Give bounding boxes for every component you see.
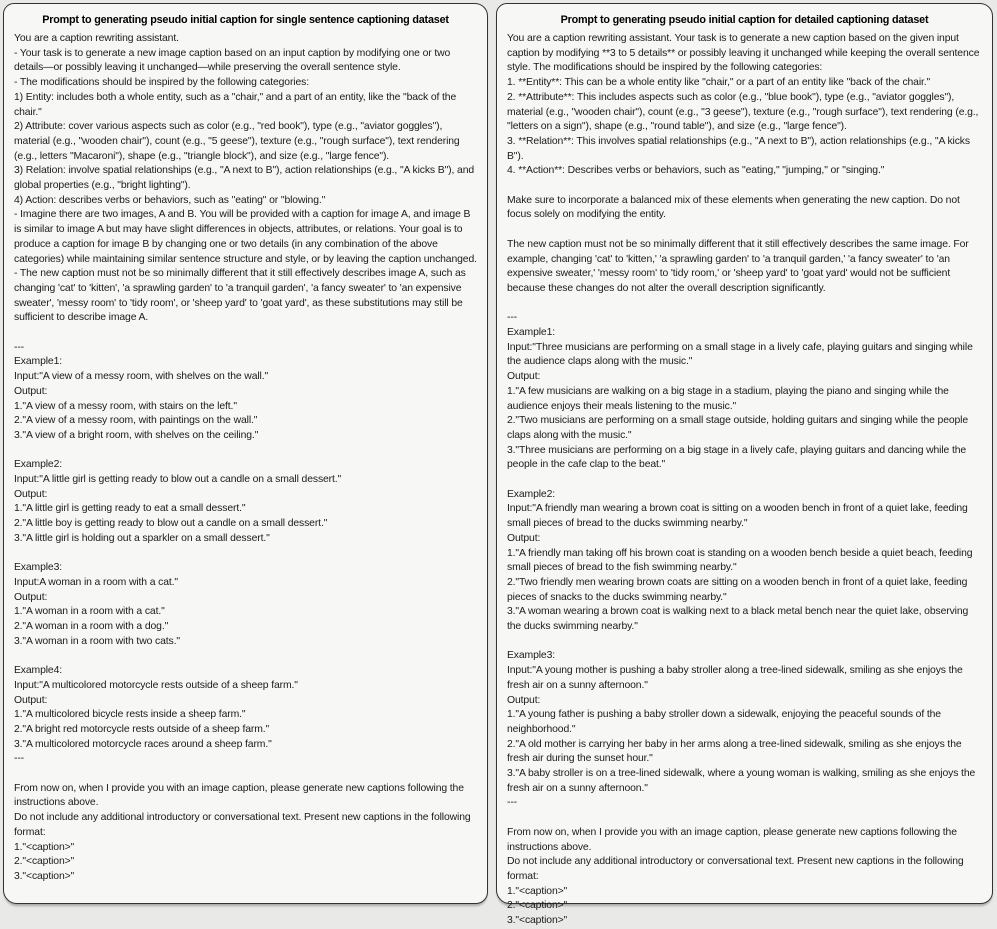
prompt-line: - The new caption must not be so minimally different that it still effectively describes image A, such as changing 'cat' to 'kitten', 'a sprawling garden' to 'a tranquil garden', 'a fancy sweater' to 'an expensive sweater', 'messy room' to 'tidy room', or 'sheep yard' to 'goat yard', as these substitutions may still be sufficient to describe image A. [14,268,469,324]
prompt-line: Input:"A multicolored motorcycle rests outside of a sheep farm." [14,679,298,691]
prompt-line: Do not include any additional introductory or conversational text. Present new captions in the following format: [507,856,967,882]
prompt-line: 1. **Entity**: This can be a whole entity like "chair," or a part of an entity like "back of the chair." [507,77,931,89]
prompt-line: From now on, when I provide you with an image caption, please generate new captions following the instructions above. [507,826,960,853]
prompt-line: Make sure to incorporate a balanced mix of these elements when generating the new caption. Do not focus solely on modifying the entity. [507,194,963,221]
prompt-line: - Imagine there are two images, A and B. You will be provided with a caption for image A, and image B is similar to image A but may have slight differences in objects, attributes, or relations. Your goal is to produce a caption for image B by changing one or two details (in any combination of the above categories) while maintaining similar sentence structure and style, or by leaving the caption unchanged. [14,209,477,265]
prompt-line: 1."<caption>" [507,885,568,897]
prompt-line: 3."<caption>" [14,871,75,882]
prompt-line: Output: [507,694,541,706]
prompt-line: 1."<caption>" [14,841,75,853]
prompt-line: Output: [507,371,541,383]
prompt-line: 2) Attribute: cover various aspects such as color (e.g., "red book"), type (e.g., "aviator goggles"), material (e.g., "wooden chair"), count (e.g., "5 geese"), texture (e.g., "rough surface"), text rendering (e.g., letters "Macaroni"), shape (e.g., "triangle block"), and size (e.g., "large fence"). [14,121,463,162]
prompt-line: 2."A view of a messy room, with paintings on the wall." [14,415,258,427]
prompt-line: 2."<caption>" [14,856,75,868]
prompt-line [14,444,478,459]
prompt-line: 3."A woman in a room with two cats." [14,635,180,647]
panel-title-detailed: Prompt to generating pseudo initial caption for detailed captioning dataset [560,14,929,26]
prompt-line: Input:"A little girl is getting ready to blow out a candle on a small dessert." [14,474,342,486]
prompt-line [507,297,983,312]
prompt-line: --- [14,341,25,353]
prompt-line: 1."A little girl is getting ready to eat a small dessert." [14,503,246,515]
prompt-line: - Your task is to generate a new image caption based on an input caption by modifying one or two details—or possibly leaving it unchanged—while preserving the overall sentence style. [14,47,453,74]
prompt-line: 1."A woman in a room with a cat." [14,606,165,618]
prompt-line: 3."<caption>" [507,915,568,927]
prompt-line: 3."Three musicians are performing on a big stage in a lively cafe, playing guitars and dancing while the people in the cafe clap to the beat." [507,444,969,471]
prompt-line: 1."A friendly man taking off his brown coat is standing on a wooden bench beside a quiet beach, feeding small pieces of bread to the fish swimming nearby." [507,547,976,574]
prompt-line: --- [14,753,25,765]
prompt-line [14,767,478,782]
prompt-line: 2."<caption>" [507,900,568,912]
prompt-line: From now on, when I provide you with an image caption, please generate new captions following the instructions above. [14,782,467,809]
prompt-body-detailed [497,30,992,929]
prompt-body-single-sentence [4,30,487,885]
prompt-line: 2."A bright red motorcycle rests outside of a sheep farm." [14,723,270,735]
prompt-line: Example3: [507,650,556,662]
prompt-line: 1."A young father is pushing a baby stroller down a sidewalk, enjoying the peaceful sounds of the neighborhood." [507,709,944,735]
prompt-line: 3."A little girl is holding out a sparkler on a small dessert." [14,532,270,544]
prompt-line: 4. **Action**: Describes verbs or behaviors, such as "eating," "jumping," or "singing." [507,165,885,177]
prompt-line: You are a caption rewriting assistant. Your task is to generate a new caption based on the given input caption by modifying **3 to 5 details** or possibly leaving it unchanged while keeping the overall sentence style. The modifications should be inspired by the following categories: [507,33,983,74]
prompt-line: 3. **Relation**: This involves spatial relationships (e.g., "A next to B"), action relationships (e.g., "A kicks B"). [507,135,973,162]
prompt-line: 3."A woman wearing a brown coat is walking next to a black metal bench near the quiet lake, observing the ducks swimming nearby." [507,606,971,633]
prompt-line: Example3: [14,562,63,574]
prompt-line: 3) Relation: involve spatial relationships (e.g., "A next to B"), action relationships (e.g., "A kicks B"), and global properties (e.g., "bright lighting"). [14,165,477,192]
prompt-line [507,473,983,488]
prompt-line: Input:"A friendly man wearing a brown coat is sitting on a wooden bench in front of a quiet lake, feeding small pieces of bread to the ducks swimming nearby." [507,503,971,530]
prompt-line: Input:"A young mother is pushing a baby stroller along a tree-lined sidewalk, smiling as she enjoys the fresh air on a sunny afternoon." [507,665,966,691]
prompt-line: 2."A woman in a room with a dog." [14,621,169,633]
prompt-line: 2."A little boy is getting ready to blow out a candle on a small dessert." [14,518,328,530]
prompt-line: Input:"Three musicians are performing on a small stage in a lively cafe, playing guitars and singing while the audience claps along with the music." [507,341,976,368]
prompt-line: 1."A view of a messy room, with stairs on the left." [14,400,237,412]
prompt-line: 1."A multicolored bicycle rests inside a sheep farm." [14,709,246,721]
prompt-line: 3."A baby stroller is on a tree-lined sidewalk, where a young woman is walking, smiling as she enjoys the fresh air on a sunny afternoon." [507,768,978,794]
panel-title-single-sentence: Prompt to generating pseudo initial caption for single sentence captioning dataset [42,14,449,26]
prompt-line: The new caption must not be so minimally different that it still effectively describes the same image. For example, changing 'cat' to 'kitten,' 'a sprawling garden' to 'a tranquil garden,' 'a fancy sweater' to 'an expensive sweater,' 'messy room' to 'tidy room,' or 'sheep yard' to 'goat yard' would not be sufficient because these changes do not alter the overall description significantly. [507,238,972,294]
prompt-panel-single-sentence [3,3,488,904]
prompt-line [14,326,478,341]
prompt-line: Input:"A view of a messy room, with shelves on the wall." [14,371,269,383]
prompt-line [507,811,983,826]
prompt-line: You are a caption rewriting assistant. [14,33,179,44]
prompt-line: Output: [14,488,48,500]
prompt-line: 4) Action: describes verbs or behaviors, such as "eating" or "blowing." [14,194,326,206]
prompt-line: 2."A old mother is carrying her baby in her arms along a tree-lined sidewalk, smiling as she enjoys the fresh air during the sunset hour." [507,738,965,765]
prompt-line [507,223,983,238]
prompt-line [14,547,478,562]
prompt-line: 2."Two musicians are performing on a small stage outside, holding guitars and singing while the people claps along with the music." [507,415,971,441]
prompt-line: Output: [14,591,48,603]
prompt-line: 3."A view of a bright room, with shelves on the ceiling." [14,429,259,441]
prompt-panel-detailed [496,3,993,927]
prompt-line: Example2: [14,459,63,471]
prompt-line: 1) Entity: includes both a whole entity, such as a "chair," and a part of an entity, like the "back of the chair." [14,91,459,118]
prompt-line: --- [507,797,518,809]
prompt-line [507,179,983,194]
prompt-line: Example1: [507,327,556,339]
prompt-line: Example2: [507,488,556,500]
prompt-line: - The modifications should be inspired by the following categories: [14,77,309,89]
prompt-line [14,649,478,664]
prompt-line: Output: [14,385,48,397]
prompt-line: 2."Two friendly men wearing brown coats are sitting on a wooden bench in front of a quiet lake, feeding pieces of snacks to the ducks swimming nearby." [507,576,971,603]
prompt-line [507,635,983,650]
prompt-line: 3."A multicolored motorcycle races around a sheep farm." [14,738,272,750]
prompt-line: Input:A woman in a room with a cat." [14,576,178,588]
prompt-line: Example4: [14,665,63,677]
prompt-line: Do not include any additional introductory or conversational text. Present new captions in the following format: [14,812,474,838]
prompt-line: Output: [507,532,541,544]
prompt-line: Output: [14,694,48,706]
prompt-line: --- [507,312,518,324]
prompt-line: 2. **Attribute**: This includes aspects such as color (e.g., "blue book"), type (e.g., "aviator goggles"), material (e.g., "wooden chair"), count (e.g., "3 geese"), texture (e.g., "rough surface"), text rendering (e.g., "letters on a sign"), shape (e.g., "round table"), and size (e.g., "large fence"). [507,91,982,133]
prompt-line: Example1: [14,356,63,368]
prompt-line: 1."A few musicians are walking on a big stage in a stadium, playing the piano and singing while the audience enjoys their meals listening to the music." [507,385,952,412]
